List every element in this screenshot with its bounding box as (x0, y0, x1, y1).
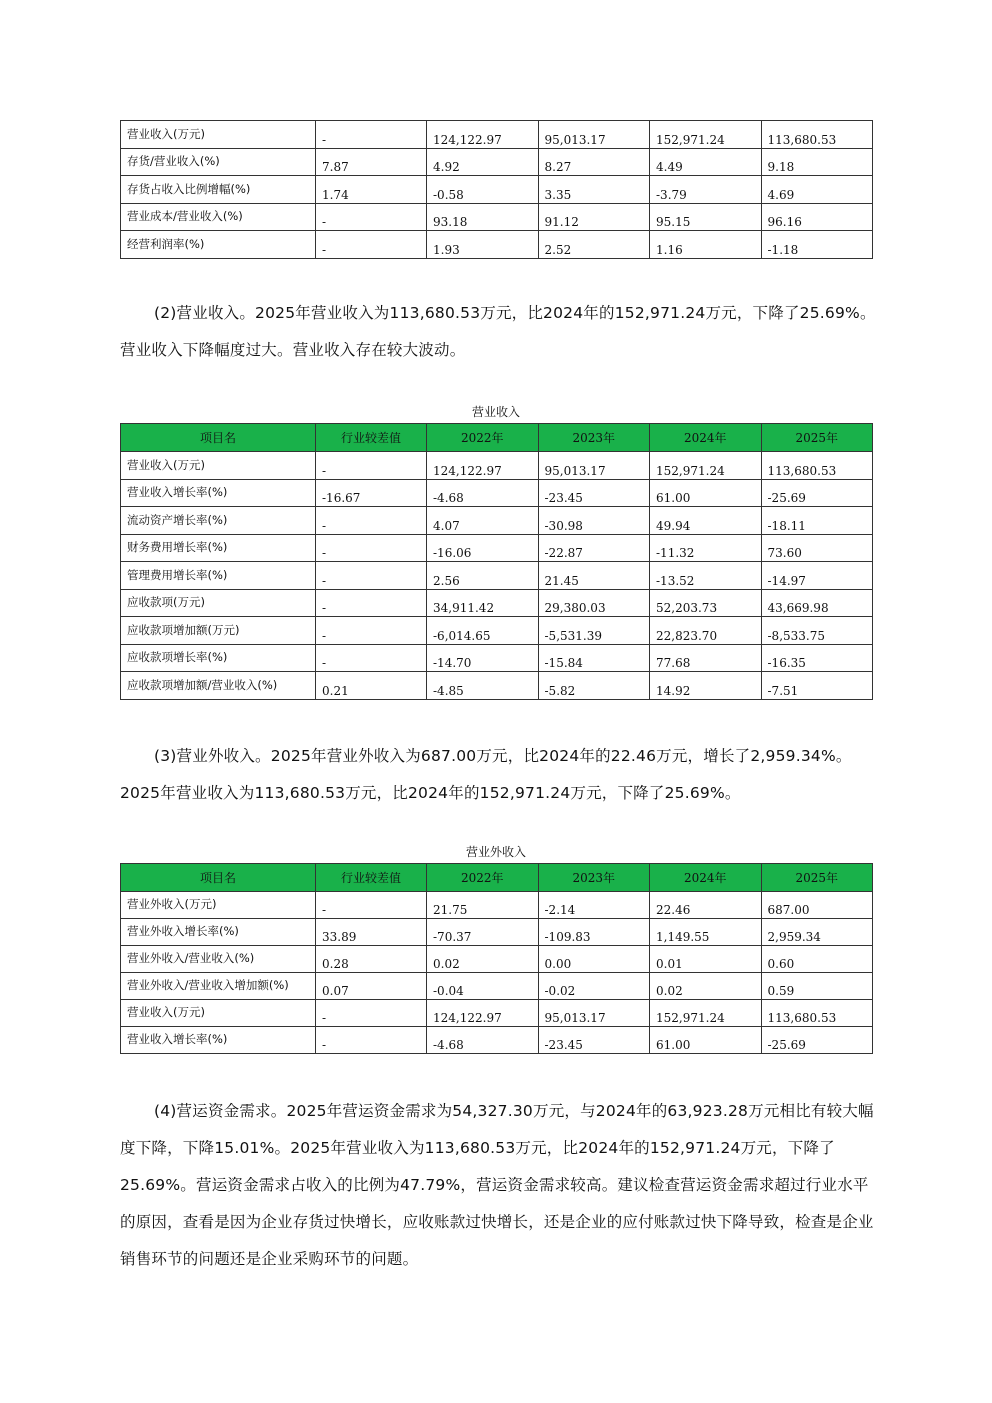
table-cell: 33.89 (316, 919, 427, 946)
table-cell: -11.32 (650, 534, 762, 562)
table-cell: -1.18 (761, 231, 873, 259)
table-cell: 61.00 (650, 479, 762, 507)
table-cell: 52,203.73 (650, 589, 762, 617)
table-cell: -16.35 (761, 644, 873, 672)
table-cell: -30.98 (538, 507, 650, 535)
header-cell: 项目名 (121, 424, 316, 452)
table-cell: -5.82 (538, 672, 650, 700)
table-cell: 95,013.17 (538, 452, 650, 480)
table-row (121, 617, 873, 645)
table-cell: 2,959.34 (761, 919, 873, 946)
table-cell: 1.93 (427, 231, 539, 259)
table-cell: -0.02 (538, 973, 650, 1000)
row-label: 应收款项增加额(万元) (121, 617, 316, 645)
table-cell: - (316, 231, 427, 259)
table-cell: 21.45 (538, 562, 650, 590)
table-cell: 687.00 (761, 892, 873, 919)
table-cell: 34,911.42 (427, 589, 539, 617)
nonoperating-income-table (120, 863, 873, 1054)
table-cell: 152,971.24 (650, 452, 762, 480)
row-label: 营业外收入增长率(%) (121, 919, 316, 946)
table-cell: -0.58 (427, 176, 539, 204)
table-row (121, 946, 873, 973)
table-row (121, 644, 873, 672)
table-cell: - (316, 1027, 427, 1054)
row-label: 管理费用增长率(%) (121, 562, 316, 590)
table-cell: -22.87 (538, 534, 650, 562)
table-cell: -14.97 (761, 562, 873, 590)
table-cell: 0.01 (650, 946, 762, 973)
header-cell: 2023年 (538, 424, 650, 452)
row-label: 存货/营业收入(%) (121, 148, 316, 176)
revenue-table (120, 423, 873, 700)
table-cell: 93.18 (427, 203, 539, 231)
row-label: 营业外收入/营业收入(%) (121, 946, 316, 973)
table-cell: 7.87 (316, 148, 427, 176)
header-cell: 项目名 (121, 864, 316, 892)
table-cell: 0.59 (761, 973, 873, 1000)
nonop-table-caption: 营业外收入 (465, 845, 526, 859)
table-row (121, 452, 873, 480)
table-row (121, 973, 873, 1000)
table-cell: 73.60 (761, 534, 873, 562)
table-row (121, 121, 873, 149)
row-label: 营业收入(万元) (121, 121, 316, 149)
table-cell: 95,013.17 (538, 121, 650, 149)
row-label: 营业收入增长率(%) (121, 1027, 316, 1054)
table-cell: - (316, 203, 427, 231)
header-cell: 2024年 (650, 864, 762, 892)
table-cell: - (316, 1000, 427, 1027)
row-label: 营业外收入(万元) (121, 892, 316, 919)
row-label: 营业成本/营业收入(%) (121, 203, 316, 231)
table-cell: -14.70 (427, 644, 539, 672)
table-cell: 61.00 (650, 1027, 762, 1054)
table-cell: 4.92 (427, 148, 539, 176)
table-cell: 21.75 (427, 892, 539, 919)
table-row (121, 176, 873, 204)
table-cell: 4.07 (427, 507, 539, 535)
table-cell: -16.06 (427, 534, 539, 562)
table-row (121, 672, 873, 700)
revenue-table-caption: 营业收入 (471, 405, 520, 419)
row-label: 经营利润率(%) (121, 231, 316, 259)
table-row (121, 892, 873, 919)
table-cell: 0.00 (538, 946, 650, 973)
table-cell: - (316, 892, 427, 919)
table-cell: -6,014.65 (427, 617, 539, 645)
table-cell: 0.07 (316, 973, 427, 1000)
table-row (121, 1027, 873, 1054)
table-row (121, 534, 873, 562)
header-cell: 2023年 (538, 864, 650, 892)
table-cell: 95.15 (650, 203, 762, 231)
table-cell: 8.27 (538, 148, 650, 176)
table-row (121, 589, 873, 617)
table-cell: -18.11 (761, 507, 873, 535)
table-cell: -13.52 (650, 562, 762, 590)
row-label: 应收款项(万元) (121, 589, 316, 617)
header-cell: 2025年 (761, 864, 873, 892)
table-cell: -3.79 (650, 176, 762, 204)
table-cell: -70.37 (427, 919, 539, 946)
table-row (121, 203, 873, 231)
paragraph-working-capital: (4)营运资金需求。2025年营运资金需求为54,327.30万元，与2024年的63,923.28万元相比有较大幅度下降，下降15.01%。2025年营业收入为113,680.53万元，比2024年的152,971.24万元，下降了25.69%。营运资金需求占收入的比例为47.79%，营运资金需求较高。建议检查营运资金需求超过行业水平的原因，查看是因为企业存货过快增长，应收账款过快增长，还是企业的应付账款过快下降导致，检查是企业销售环节的问题还是企业采购环节的问题。 (120, 1102, 874, 1268)
table-cell: - (316, 534, 427, 562)
table-header-row (121, 424, 873, 452)
table-cell: -25.69 (761, 1027, 873, 1054)
table-cell: 0.02 (427, 946, 539, 973)
table-cell: 124,122.97 (427, 121, 539, 149)
row-label: 存货占收入比例增幅(%) (121, 176, 316, 204)
row-label: 营业收入增长率(%) (121, 479, 316, 507)
table-cell: -8,533.75 (761, 617, 873, 645)
inventory-ratio-table (120, 120, 873, 259)
table-cell: 77.68 (650, 644, 762, 672)
table-row (121, 919, 873, 946)
table-cell: -2.14 (538, 892, 650, 919)
table-cell: 91.12 (538, 203, 650, 231)
row-label: 营业外收入/营业收入增加额(%) (121, 973, 316, 1000)
table-row (121, 1000, 873, 1027)
table-cell: 124,122.97 (427, 452, 539, 480)
table-cell: 4.69 (761, 176, 873, 204)
row-label: 流动资产增长率(%) (121, 507, 316, 535)
table-cell: -25.69 (761, 479, 873, 507)
table-cell: 113,680.53 (761, 121, 873, 149)
table-cell: - (316, 507, 427, 535)
table-cell: 3.35 (538, 176, 650, 204)
table-cell: -15.84 (538, 644, 650, 672)
header-cell: 2022年 (427, 424, 539, 452)
header-cell: 行业较差值 (316, 864, 427, 892)
table-cell: -7.51 (761, 672, 873, 700)
table-cell: - (316, 589, 427, 617)
row-label: 财务费用增长率(%) (121, 534, 316, 562)
table-cell: -23.45 (538, 479, 650, 507)
table-cell: -5,531.39 (538, 617, 650, 645)
table-cell: -4.68 (427, 1027, 539, 1054)
table-cell: 43,669.98 (761, 589, 873, 617)
row-label: 应收款项增加额/营业收入(%) (121, 672, 316, 700)
row-label: 营业收入(万元) (121, 1000, 316, 1027)
table-cell: -0.04 (427, 973, 539, 1000)
table-header-row (121, 864, 873, 892)
table-cell: 2.52 (538, 231, 650, 259)
table-cell: 4.49 (650, 148, 762, 176)
header-cell: 2025年 (761, 424, 873, 452)
table-cell: 22.46 (650, 892, 762, 919)
table-cell: 152,971.24 (650, 1000, 762, 1027)
header-cell: 2022年 (427, 864, 539, 892)
table-cell: -16.67 (316, 479, 427, 507)
table-cell: 124,122.97 (427, 1000, 539, 1027)
paragraph-nonoperating: (3)营业外收入。2025年营业外收入为687.00万元，比2024年的22.46万元，增长了2,959.34%。2025年营业收入为113,680.53万元，比2024年的152,971.24万元，下降了25.69%。 (120, 747, 852, 802)
row-label: 应收款项增长率(%) (121, 644, 316, 672)
table-cell: 1,149.55 (650, 919, 762, 946)
table-row (121, 148, 873, 176)
table-cell: 29,380.03 (538, 589, 650, 617)
table-cell: 49.94 (650, 507, 762, 535)
table-cell: 113,680.53 (761, 1000, 873, 1027)
table-cell: - (316, 562, 427, 590)
table-cell: 2.56 (427, 562, 539, 590)
table-cell: 96.16 (761, 203, 873, 231)
table-cell: - (316, 617, 427, 645)
table-cell: 0.60 (761, 946, 873, 973)
table-cell: -23.45 (538, 1027, 650, 1054)
table-cell: - (316, 452, 427, 480)
header-cell: 2024年 (650, 424, 762, 452)
table-cell: -4.85 (427, 672, 539, 700)
table-cell: 0.21 (316, 672, 427, 700)
table-cell: 113,680.53 (761, 452, 873, 480)
table-cell: 0.02 (650, 973, 762, 1000)
table-cell: 9.18 (761, 148, 873, 176)
table-cell: 152,971.24 (650, 121, 762, 149)
table-row (121, 479, 873, 507)
table-cell: 1.16 (650, 231, 762, 259)
table-row (121, 562, 873, 590)
table-cell: 14.92 (650, 672, 762, 700)
table-cell: - (316, 121, 427, 149)
table-cell: -109.83 (538, 919, 650, 946)
table-row (121, 507, 873, 535)
table-cell: -4.68 (427, 479, 539, 507)
row-label: 营业收入(万元) (121, 452, 316, 480)
table-cell: - (316, 644, 427, 672)
table-cell: 1.74 (316, 176, 427, 204)
paragraph-revenue: (2)营业收入。2025年营业收入为113,680.53万元，比2024年的152,971.24万元，下降了25.69%。营业收入下降幅度过大。营业收入存在较大波动。 (120, 304, 876, 359)
header-cell: 行业较差值 (316, 424, 427, 452)
table-row (121, 231, 873, 259)
table-cell: 95,013.17 (538, 1000, 650, 1027)
table-cell: 0.28 (316, 946, 427, 973)
table-cell: 22,823.70 (650, 617, 762, 645)
